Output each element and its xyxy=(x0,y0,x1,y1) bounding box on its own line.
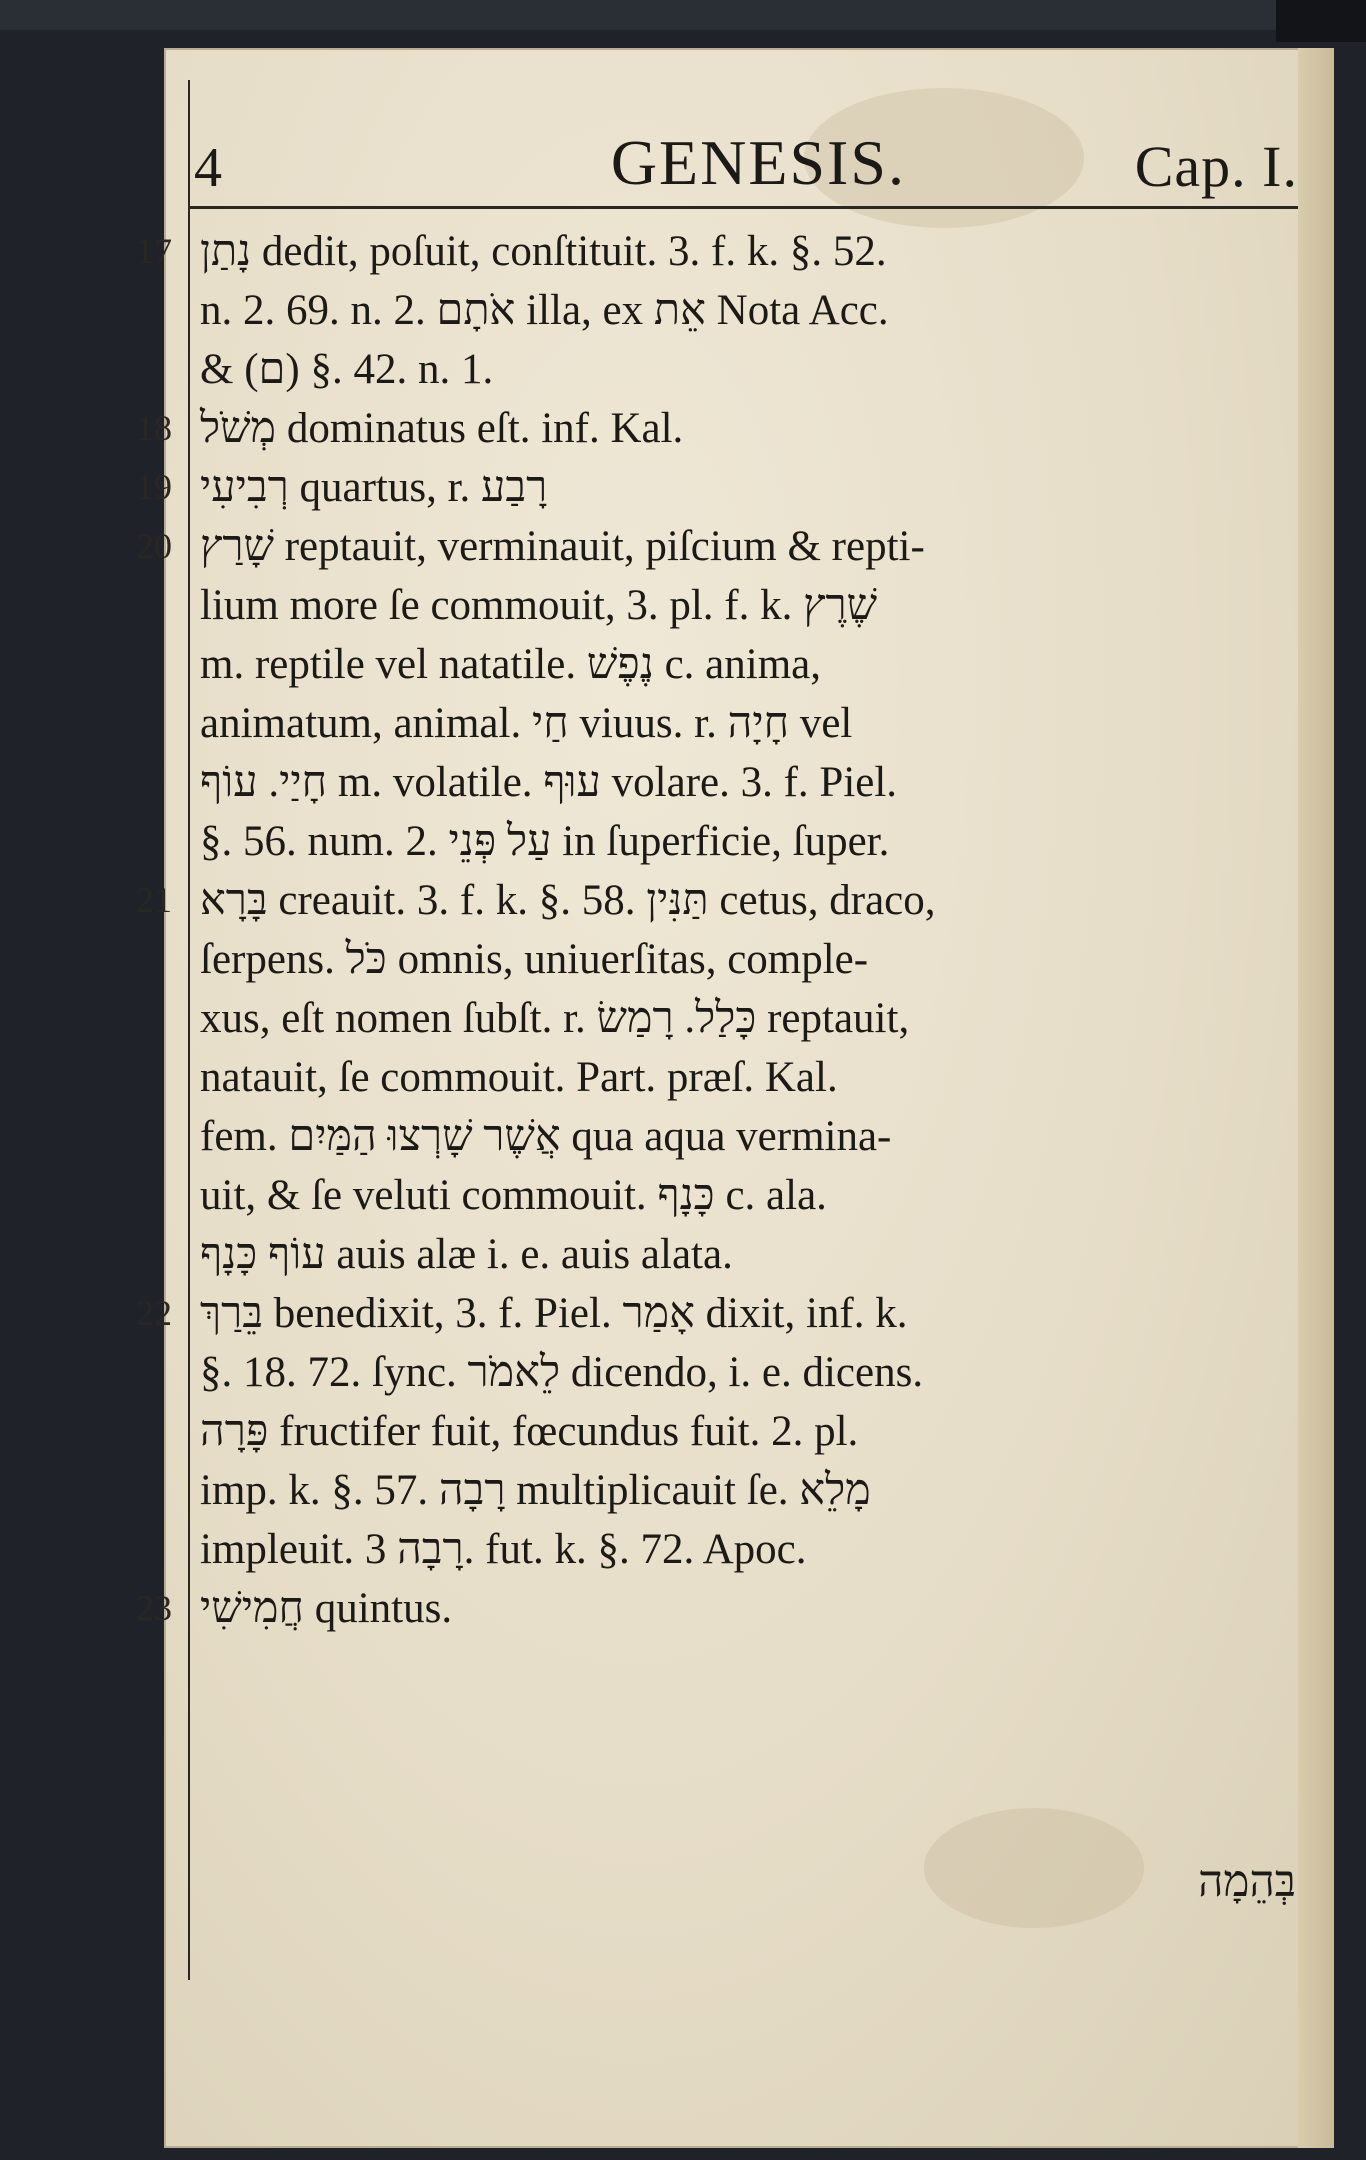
header-rule xyxy=(188,206,1298,209)
verse-entry xyxy=(136,1579,1298,1638)
text-line: רְבִיעִי quartus, r. רָבַע xyxy=(200,464,548,511)
verse-entry xyxy=(136,399,1298,458)
verse-number: 19 xyxy=(136,467,172,507)
text-line: lium more ſe commouit, 3. pl. f. k. שֶׁרֶץ xyxy=(200,582,878,629)
verse-entry xyxy=(136,1284,1298,1579)
text-line: & (ם) §. 42. n. 1. xyxy=(200,346,494,393)
page-header xyxy=(188,127,1298,200)
verse-entry xyxy=(136,517,1298,871)
page-edge xyxy=(1298,48,1334,2148)
text-line: נָתַן dedit, poſuit, conſtituit. 3. f. k. §. 52. xyxy=(200,228,887,275)
text-line: שָׁרַץ reptauit, verminauit, piſcium & repti- xyxy=(200,523,925,570)
scanner-background xyxy=(0,0,1366,30)
text-line: פָּרָה fructifer fuit, fœcundus fuit. 2. pl. xyxy=(200,1408,859,1455)
page-number: 4 xyxy=(194,137,222,199)
text-line: imp. k. §. 57. רָבָה multiplicauit ſe. מָלֵא xyxy=(200,1467,871,1514)
verse-entry xyxy=(136,222,1298,399)
text-line: fem. אֲשֶׁר שָׁרְצוּ הַמַּיִם qua aqua vermina- xyxy=(200,1113,892,1160)
text-line: עוֹף כָּנָף auis alæ i. e. auis alata. xyxy=(200,1231,733,1278)
text-line: חֲמִישִׁי quintus. xyxy=(200,1585,453,1632)
text-line: m. reptile vel natatile. נֶפֶשׁ c. anima, xyxy=(200,641,821,688)
verse-number: 23 xyxy=(136,1588,172,1628)
verse-number: 21 xyxy=(136,880,172,920)
verse-number: 20 xyxy=(136,526,172,566)
verse-entry xyxy=(136,871,1298,1284)
text-line: בָּרָא creauit. 3. f. k. §. 58. תַּנִּין cetus, draco, xyxy=(200,877,936,924)
text-line: n. 2. 69. n. 2. אֹתָם illa, ex אֵת Nota Acc. xyxy=(200,287,889,334)
verse-number: 18 xyxy=(136,408,172,448)
text-line: §. 18. 72. ſync. לֵאמֹר dicendo, i. e. dicens. xyxy=(200,1349,924,1396)
verse-number: 17 xyxy=(136,231,172,271)
text-line: natauit, ſe commouit. Part. præſ. Kal. xyxy=(200,1054,838,1101)
catchword: בְּהֵמָה xyxy=(1198,1856,1296,1907)
text-line: מְשֹׁל dominatus eſt. inf. Kal. xyxy=(200,405,684,452)
text-line: animatum, animal. חַי viuus. r. חָיָה vel xyxy=(200,700,853,747)
text-line: xus, eſt nomen ſubſt. r. כָּלַל. רָמַשׂ reptauit, xyxy=(200,995,910,1042)
text-line: uit, & ſe veluti commouit. כָּנָף c. ala. xyxy=(200,1172,827,1219)
commentary-text xyxy=(136,222,1298,1638)
text-line: impleuit. רָבָה 3. fut. k. §. 72. Apoc. xyxy=(200,1526,807,1573)
verse-entry xyxy=(136,458,1298,517)
text-line: חָיַי. עוֹף m. volatile. עוּף volare. 3. f. Piel. xyxy=(200,759,898,806)
running-title: GENESIS. xyxy=(610,127,906,198)
scanner-corner xyxy=(1276,0,1366,42)
verse-number: 22 xyxy=(136,1293,172,1333)
paper-stain xyxy=(924,1808,1144,1928)
text-line: §. 56. num. 2. עַל פְּנֵי in ſuperficie, ſuper. xyxy=(200,818,890,865)
text-line: בֵּרַךְ benedixit, 3. f. Piel. אָמַר dixit, inf. k. xyxy=(200,1290,908,1337)
chapter-label: Cap. I. xyxy=(1134,134,1298,199)
text-line: ſerpens. כֹּל omnis, uniuerſitas, comple- xyxy=(200,936,869,983)
